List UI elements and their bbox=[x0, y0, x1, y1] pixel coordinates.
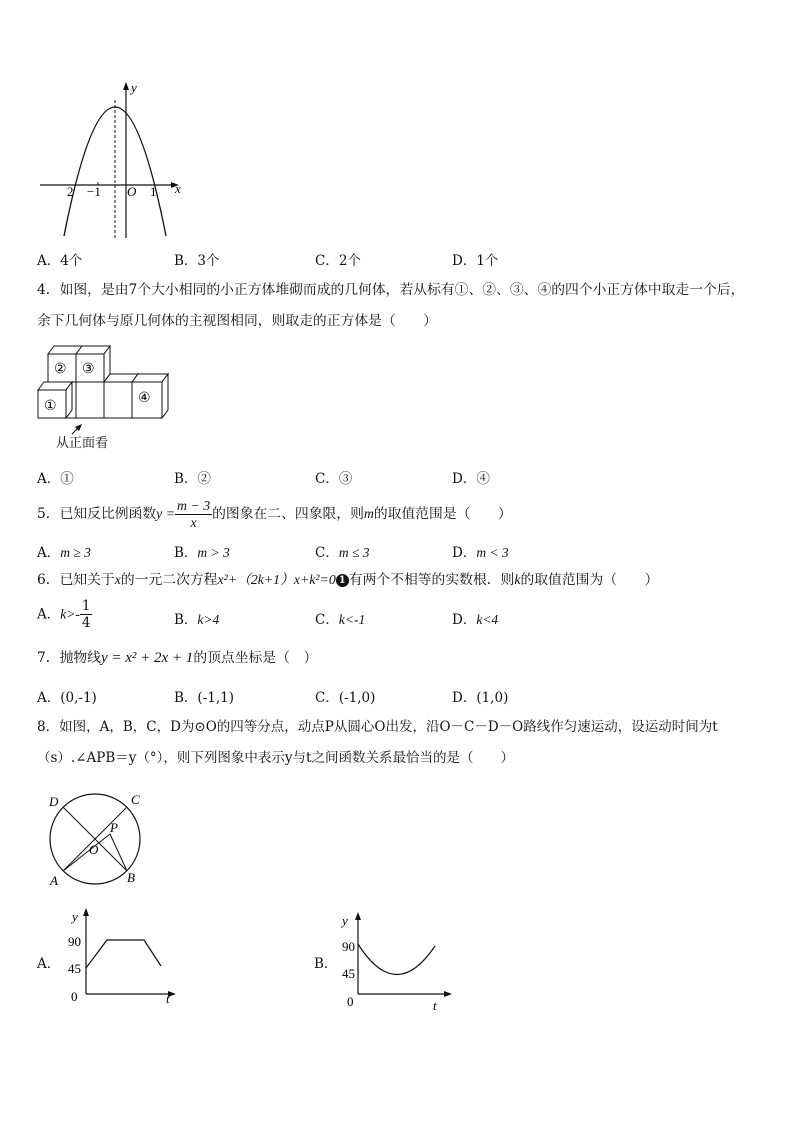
q7-stem bbox=[37, 648, 317, 668]
label-D: D bbox=[49, 794, 59, 809]
frac-num: 1 bbox=[81, 598, 91, 614]
q3-option-a[interactable] bbox=[37, 249, 82, 269]
cube-label-2: ② bbox=[54, 362, 67, 377]
q7-option-a[interactable] bbox=[37, 686, 97, 706]
option-text: k<-1 bbox=[338, 612, 366, 627]
option-key: C． bbox=[315, 545, 339, 561]
label-P: P bbox=[110, 820, 118, 835]
q8-option-b-key[interactable]: B． bbox=[314, 956, 338, 972]
q4-option-c[interactable] bbox=[315, 467, 352, 487]
q5-stem bbox=[37, 496, 512, 532]
frac-den: 4 bbox=[81, 615, 91, 631]
option-text: ④ bbox=[476, 471, 490, 487]
q5-text-post2: 的取值范围是（ ） bbox=[373, 506, 512, 522]
option-text: m > 3 bbox=[197, 545, 230, 560]
option-key: A． bbox=[37, 545, 61, 561]
graph-a-t-label: t bbox=[166, 991, 170, 1004]
origin-label: O bbox=[127, 184, 137, 199]
option-key: A． bbox=[37, 690, 61, 706]
option-key: D． bbox=[452, 471, 477, 487]
option-key: B． bbox=[174, 612, 198, 628]
graph-a-zero-label: 0 bbox=[71, 989, 78, 1004]
q6-equation: x²+（2k+1）x+k²=0 bbox=[217, 572, 336, 587]
q3-option-c[interactable] bbox=[315, 249, 361, 269]
q5-option-d[interactable] bbox=[452, 541, 509, 561]
option-key: C． bbox=[315, 471, 339, 487]
q6-circled-mark: 1 bbox=[336, 574, 349, 587]
q8-stem-line2: （s）.∠APB＝y（°），则下列图象中表示y与t之间函数关系最恰当的是（ ） bbox=[37, 750, 514, 766]
option-text: 4个 bbox=[60, 253, 83, 269]
label-C: C bbox=[131, 792, 140, 807]
q5-var-m: m bbox=[363, 506, 374, 521]
q6-text-post: 的取值范围为（ ） bbox=[520, 572, 659, 588]
option-text: ② bbox=[197, 471, 211, 487]
q7-equation: y = x² + 2x + 1 bbox=[100, 650, 194, 666]
q6-text-mid1: 的一元二次方程 bbox=[120, 572, 218, 588]
option-key: D． bbox=[452, 612, 477, 628]
option-key: B． bbox=[174, 253, 198, 269]
q6-option-b[interactable] bbox=[174, 608, 219, 628]
q6-option-a[interactable] bbox=[37, 598, 92, 631]
q4-stem-line2: 余下几何体与原几何体的主视图相同，则取走的正方体是（ ） bbox=[37, 313, 438, 329]
label-O: O bbox=[89, 842, 99, 857]
cube-label-4: ④ bbox=[138, 391, 151, 406]
q6-a-fraction bbox=[80, 598, 93, 631]
option-key: A． bbox=[37, 606, 61, 623]
option-text: k>4 bbox=[197, 612, 220, 627]
graph-b-zero-label: 0 bbox=[347, 994, 354, 1009]
option-text: (-1,0) bbox=[338, 690, 376, 706]
q7-option-b[interactable] bbox=[174, 686, 234, 706]
option-text: ① bbox=[60, 471, 74, 487]
q3-option-d[interactable] bbox=[452, 249, 498, 269]
option-text: k<4 bbox=[476, 612, 499, 627]
cube-label-1: ① bbox=[44, 399, 57, 414]
option-key: D． bbox=[452, 253, 477, 269]
view-direction-label: 从正面看 bbox=[56, 436, 109, 451]
option-key: C． bbox=[315, 612, 339, 628]
label-A: A bbox=[50, 873, 58, 888]
axis-label-y: y bbox=[131, 80, 137, 95]
q4-option-d[interactable] bbox=[452, 467, 490, 487]
graph-b-45-label: 45 bbox=[342, 966, 355, 981]
option-key: B． bbox=[174, 471, 198, 487]
q6-var-x: x bbox=[114, 572, 121, 587]
q8-option-a-key[interactable]: A． bbox=[37, 956, 61, 972]
option-key: C． bbox=[315, 690, 339, 706]
graph-a-y-label: y bbox=[72, 909, 78, 924]
tick-label-2: 2 bbox=[67, 184, 74, 199]
cube-label-3: ③ bbox=[82, 362, 95, 377]
tick-label-1: 1 bbox=[150, 184, 157, 199]
q5-text-post1: 的图象在二、四象限，则 bbox=[212, 506, 364, 522]
option-text: m < 3 bbox=[476, 545, 509, 560]
option-text: (0,-1) bbox=[60, 690, 97, 706]
q8-option-a-graph[interactable] bbox=[60, 904, 185, 1004]
option-text: 3个 bbox=[197, 253, 220, 269]
option-key: A． bbox=[37, 471, 61, 487]
option-key: B． bbox=[174, 690, 198, 706]
graph-b-90-label: 90 bbox=[342, 939, 355, 954]
q7-text-pre: 7．抛物线 bbox=[37, 650, 101, 666]
graph-b-y-label: y bbox=[342, 913, 348, 928]
q7-text-post: 的顶点坐标是（ ） bbox=[193, 650, 318, 666]
q4-option-b[interactable] bbox=[174, 467, 211, 487]
axis-label-x: x bbox=[175, 181, 181, 196]
q6-option-d[interactable] bbox=[452, 608, 498, 628]
graph-a-90-label: 90 bbox=[68, 934, 81, 949]
q6-option-c[interactable] bbox=[315, 608, 365, 628]
option-key: D． bbox=[452, 690, 477, 706]
q6-text-mid2: 有两个不相等的实数根．则 bbox=[348, 572, 515, 588]
graph-b-t-label: t bbox=[433, 998, 437, 1013]
circle-figure bbox=[44, 790, 156, 890]
q4-stem-line1: 4．如图，是由7个大小相同的小正方体堆砌而成的几何体，若从标有①、②、③、④的四个小正方体中取走一个后， bbox=[37, 282, 745, 298]
q7-option-d[interactable] bbox=[452, 686, 508, 706]
q5-option-c[interactable] bbox=[315, 541, 370, 561]
q5-option-a[interactable] bbox=[37, 541, 91, 561]
q8-stem-line1: 8．如图，A，B，C，D为⊙O的四等分点，动点P从圆心O出发，沿O－C－D－O路线作匀速运动，设运动时间为t bbox=[37, 719, 718, 735]
graph-a-45-label: 45 bbox=[68, 961, 81, 976]
option-text: 2个 bbox=[338, 253, 361, 269]
option-text: m ≤ 3 bbox=[338, 545, 370, 560]
option-key: B． bbox=[174, 545, 198, 561]
option-key: D． bbox=[452, 545, 477, 561]
q5-text-pre: 5．已知反比例函数 bbox=[37, 506, 157, 522]
q6-text-pre: 6．已知关于 bbox=[37, 572, 115, 588]
option-text: (-1,1) bbox=[197, 690, 234, 706]
option-key: A． bbox=[37, 253, 61, 269]
option-text: m ≥ 3 bbox=[60, 545, 91, 560]
q7-option-c[interactable] bbox=[315, 686, 375, 706]
option-text: ③ bbox=[338, 471, 353, 487]
q6-var-k: k bbox=[514, 572, 521, 587]
q5-frac-den: x bbox=[190, 515, 197, 530]
option-text: (1,0) bbox=[476, 690, 509, 706]
tick-label-neg1: −1 bbox=[87, 184, 101, 199]
q3-option-b[interactable] bbox=[174, 249, 220, 269]
q5-frac-num: m − 3 bbox=[177, 498, 211, 513]
option-text: k>- bbox=[60, 606, 80, 622]
option-key: C． bbox=[315, 253, 339, 269]
q5-fraction bbox=[175, 498, 212, 531]
q4-option-a[interactable] bbox=[37, 467, 74, 487]
q6-stem bbox=[37, 570, 658, 590]
label-B: B bbox=[127, 870, 135, 885]
q8-option-b-graph[interactable] bbox=[338, 906, 463, 1016]
q5-option-b[interactable] bbox=[174, 541, 230, 561]
option-text: 1个 bbox=[476, 253, 499, 269]
parabola-figure bbox=[36, 78, 186, 243]
q5-y-eq: y = bbox=[156, 506, 176, 521]
